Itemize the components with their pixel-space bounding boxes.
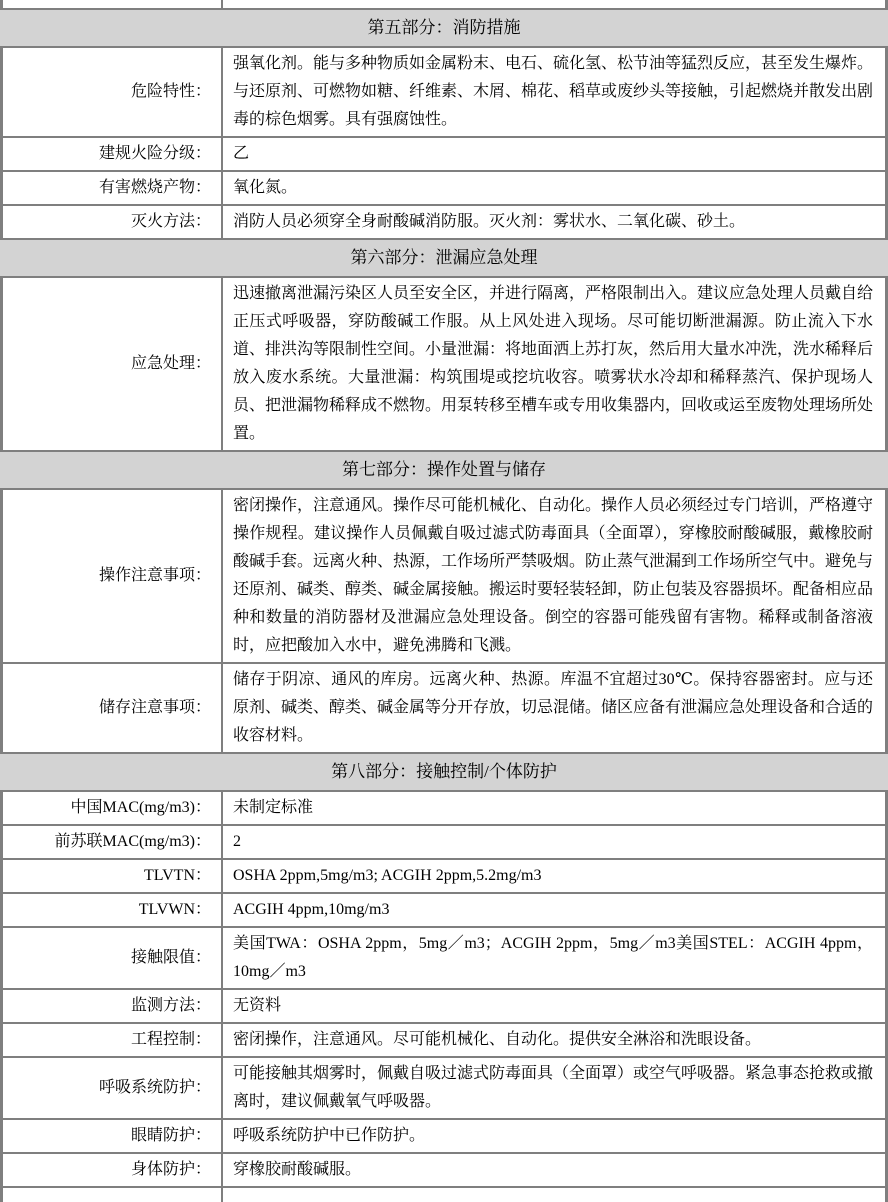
field-value: 无资料 [233,997,282,1014]
table-row [0,278,888,452]
field-value: 美国TWA：OSHA 2ppm，5mg／m3；ACGIH 2ppm，5mg／m3美国STEL：ACGIH 4ppm，10mg／m3 [233,935,873,980]
field-label: 有害燃烧产物： [3,172,223,204]
field-label: 危险特性： [3,48,223,136]
field-value: OSHA 2ppm,5mg/m3; ACGIH 2ppm,5.2mg/m3 [233,867,542,884]
section-title: 第五部分：消防措施 [367,18,521,37]
section-header-row [0,10,888,48]
section-title: 第六部分：泄漏应急处理 [350,248,538,267]
field-label: 中国MAC(mg/m3)： [3,792,223,824]
field-value: 2 [233,833,241,850]
field-label: TLVTN： [3,860,223,892]
field-label: 工程控制： [3,1024,223,1056]
field-value: ACGIH 4ppm,10mg/m3 [233,901,390,918]
field-value [223,0,885,8]
field-label: 接触限值： [3,928,223,988]
field-value: 氧化氮。 [233,179,298,196]
field-label: 建规火险分级： [3,138,223,170]
field-value: 呼吸系统防护中已作防护。 [233,1127,426,1144]
table-row [0,1154,888,1188]
field-label: 储存注意事项： [3,664,223,752]
table-row [0,928,888,990]
field-label [3,1188,223,1202]
field-value: 未制定标准 [233,799,314,816]
section-title: 第七部分：操作处置与储存 [342,460,546,479]
partial-row [0,1188,888,1202]
table-row [0,1024,888,1058]
field-value: 储存于阴凉、通风的库房。远离火种、热源。库温不宜超过30℃。保持容器密封。应与还原剂、碱类、醇类、碱金属等分开存放，切忌混储。储区应备有泄漏应急处理设备和合适的收容材料。 [233,671,874,744]
field-label: 操作注意事项： [3,490,223,662]
field-value: 乙 [233,145,250,162]
partial-row [0,0,888,10]
table-row [0,664,888,754]
table-row [0,990,888,1024]
table-row [0,172,888,206]
section-header-row [0,754,888,792]
field-label: 前苏联MAC(mg/m3)： [3,826,223,858]
field-value: 强氧化剂。能与多种物质如金属粉末、电石、硫化氢、松节油等猛烈反应，甚至发生爆炸。与还原剂、可燃物如糖、纤维素、木屑、棉花、稻草或废纱头等接触，引起燃烧并散发出剧毒的棕色烟雾。具有强腐蚀性。 [233,55,874,128]
table-row [0,1058,888,1120]
table-row [0,826,888,860]
field-label [3,0,223,8]
table-row [0,1120,888,1154]
table-row [0,860,888,894]
table-row [0,792,888,826]
section-header-row [0,240,888,278]
field-label: 呼吸系统防护： [3,1058,223,1118]
table-row [0,894,888,928]
field-label: 灭火方法： [3,206,223,238]
field-value: 密闭操作，注意通风。操作尽可能机械化、自动化。操作人员必须经过专门培训，严格遵守操作规程。建议操作人员佩戴自吸过滤式防毒面具（全面罩），穿橡胶耐酸碱服，戴橡胶耐酸碱手套。远离火种、热源，工作场所严禁吸烟。防止蒸气泄漏到工作场所空气中。避免与还原剂、碱类、醇类、碱金属接触。搬运时要轻装轻卸，防止包装及容器损坏。配备相应品种和数量的消防器材及泄漏应急处理设备。倒空的容器可能残留有害物。稀释或制备溶液时，应把酸加入水中，避免沸腾和飞溅。 [233,497,874,654]
section-title: 第八部分：接触控制/个体防护 [331,762,557,781]
field-label: 监测方法： [3,990,223,1022]
table-row [0,490,888,664]
field-value [223,1188,885,1202]
field-label: 身体防护： [3,1154,223,1186]
field-label: 应急处理： [3,278,223,450]
field-value: 穿橡胶耐酸碱服。 [233,1161,362,1178]
table-row [0,48,888,138]
field-label: TLVWN： [3,894,223,926]
section-header-row [0,452,888,490]
field-value: 可能接触其烟雾时，佩戴自吸过滤式防毒面具（全面罩）或空气呼吸器。紧急事态抢救或撤离时，建议佩戴氧气呼吸器。 [233,1065,874,1110]
field-value: 密闭操作，注意通风。尽可能机械化、自动化。提供安全淋浴和洗眼设备。 [233,1031,762,1048]
table-row [0,138,888,172]
field-label: 眼睛防护： [3,1120,223,1152]
field-value: 迅速撤离泄漏污染区人员至安全区，并进行隔离，严格限制出入。建议应急处理人员戴自给正压式呼吸器，穿防酸碱工作服。从上风处进入现场。尽可能切断泄漏源。防止流入下水道、排洪沟等限制性空间。小量泄漏：将地面洒上苏打灰，然后用大量水冲洗，洗水稀释后放入废水系统。大量泄漏：构筑围堤或挖坑收容。喷雾状水冷却和稀释蒸汽、保护现场人员、把泄漏物稀释成不燃物。用泵转移至槽车或专用收集器内，回收或运至废物处理场所处置。 [233,285,874,442]
field-value: 消防人员必须穿全身耐酸碱消防服。灭火剂：雾状水、二氧化碳、砂土。 [233,213,746,230]
table-row [0,206,888,240]
